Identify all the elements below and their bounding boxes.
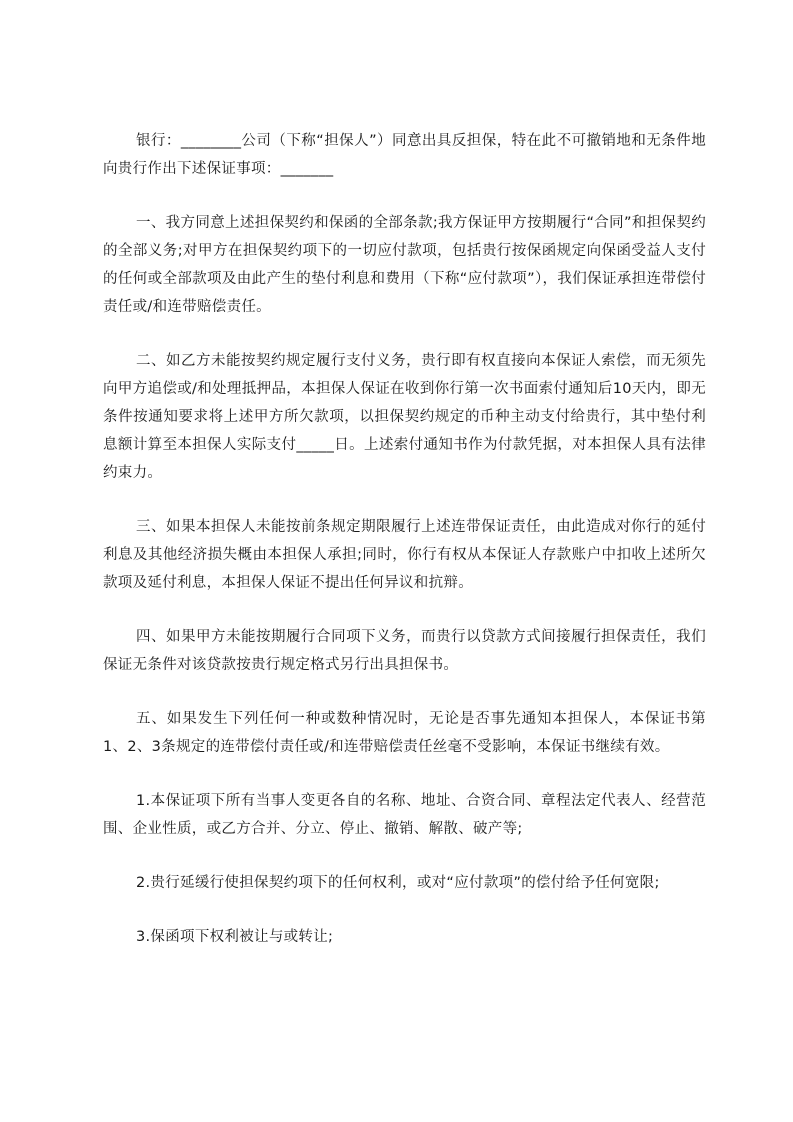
list-item-1: 1.本保证项下所有当事人变更各自的名称、地址、合资合同、章程法定代表人、经营范围、企业性质，或乙方合并、分立、停止、撤销、解散、破产等; — [103, 793, 706, 837]
paragraph-clause-2: 二、如乙方未能按契约规定履行支付义务，贵行即有权直接向本保证人索偿，而无须先向甲方追偿或/和处理抵押品，本担保人保证在收到你行第一次书面索付通知后10天内，即无条件按通知要求将上述甲方所欠款项，以担保契约规定的币种主动支付给贵行，其中垫付利息额计算至本担保人实际支付_____日。上述索付通知书作为付款凭据，对本担保人具有法律约束力。 — [103, 353, 706, 481]
paragraph-clause-3: 三、如果本担保人未能按前条规定期限履行上述连带保证责任，由此造成对你行的延付利息及其他经济损失概由本担保人承担;同时，你行有权从本保证人存款账户中扣收上述所欠款项及延付利息，本担保人保证不提出任何异议和抗辩。 — [103, 519, 706, 591]
document-body — [103, 127, 706, 951]
paragraph-clause-5: 五、如果发生下列任何一种或数种情况时，无论是否事先通知本担保人，本保证书第1、2、3条规定的连带偿付责任或/和连带赔偿责任丝毫不受影响，本保证书继续有效。 — [103, 711, 706, 755]
paragraph-clause-1: 一、我方同意上述担保契约和保函的全部条款;我方保证甲方按期履行“合同”和担保契约的全部义务;对甲方在担保契约项下的一切应付款项，包括贵行按保函规定向保函受益人支付的任何或全部款项及由此产生的垫付利息和费用（下称“应付款项”），我们保证承担连带偿付责任或/和连带赔偿责任。 — [103, 215, 706, 315]
paragraph-intro: 银行：________公司（下称“担保人”）同意出具反担保，特在此不可撤销地和无条件地向贵行作出下述保证事项：_______ — [103, 133, 706, 177]
paragraph-clause-4: 四、如果甲方未能按期履行合同项下义务，而贵行以贷款方式间接履行担保责任，我们保证无条件对该贷款按贵行规定格式另行出具担保书。 — [103, 629, 706, 673]
list-item-2: 2.贵行延缓行使担保契约项下的任何权利，或对“应付款项”的偿付给予任何宽限; — [136, 875, 660, 891]
list-item-3: 3.保函项下权利被让与或转让; — [136, 929, 334, 945]
